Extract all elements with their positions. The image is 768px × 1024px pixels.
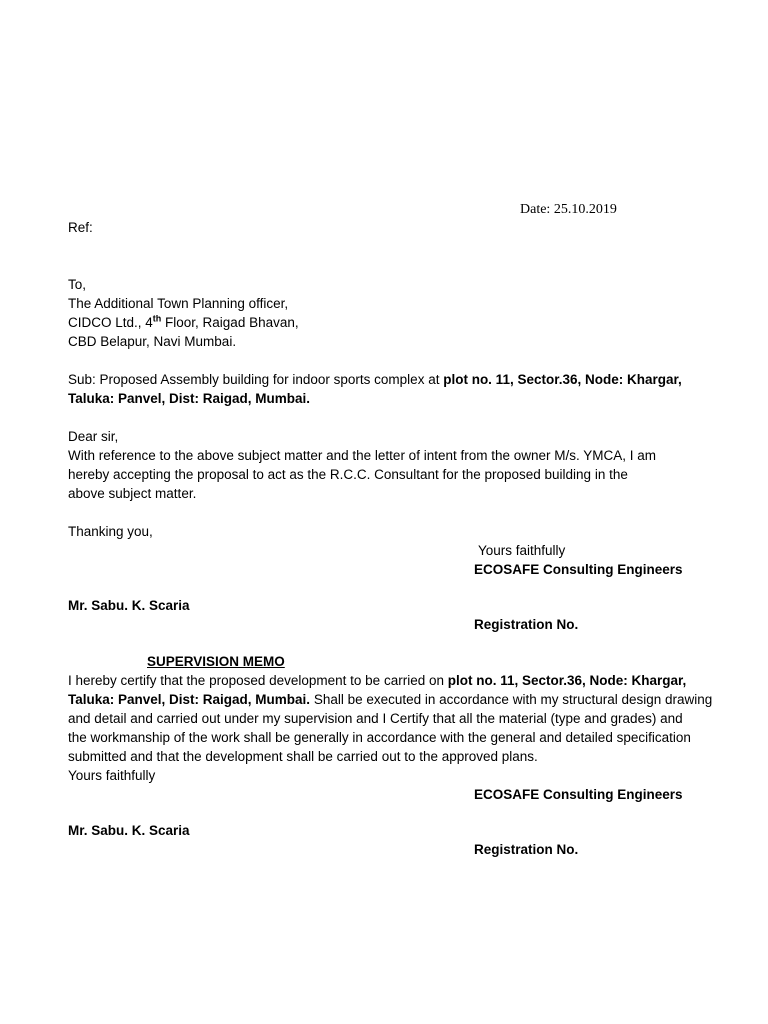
thanks-line: Thanking you, [68, 524, 153, 539]
memo-line-1-pre: I hereby certify that the proposed development to be carried on [68, 673, 448, 688]
memo-heading-text: SUPERVISION MEMO [147, 654, 285, 669]
memo-plot: plot no. 11, Sector.36, Node: Khargar, [447, 673, 687, 688]
ref-line: Ref: [68, 220, 93, 235]
letter-signatory [68, 597, 190, 615]
letter-body-line-2: hereby accepting the proposal to act as the R.C.C. Consultant for the proposed building in the [68, 467, 628, 482]
salutation: Dear sir, [68, 429, 119, 444]
letter-closing: Yours faithfully [478, 543, 566, 558]
memo-line-3: and detail and carried out under my supervision and I Certify that all the material (type and grades) and [68, 711, 683, 726]
memo-line-2 [68, 691, 712, 709]
subject-location: Taluka: Panvel, Dist: Raigad, Mumbai. [68, 391, 311, 406]
address-line-1: The Additional Town Planning officer, [68, 296, 289, 311]
memo-line-1 [68, 672, 686, 690]
address-ordinal: th [152, 313, 162, 324]
memo-registration-text: Registration No. [474, 842, 579, 857]
address-line-3: CBD Belapur, Navi Mumbai. [68, 334, 237, 349]
memo-line-2-post: Shall be executed in accordance with my structural design drawing [310, 692, 713, 707]
address-line-2-pre: CIDCO Ltd., 4 [68, 315, 153, 330]
address-line-2 [68, 314, 299, 332]
subject-line-2 [68, 390, 310, 408]
letter-signatory-text: Mr. Sabu. K. Scaria [68, 598, 190, 613]
subject-plot: plot no. 11, Sector.36, Node: Khargar, [443, 372, 682, 387]
memo-closing: Yours faithfully [68, 768, 156, 783]
letter-registration-text: Registration No. [474, 617, 579, 632]
memo-registration [474, 841, 578, 859]
memo-signatory-text: Mr. Sabu. K. Scaria [68, 823, 190, 838]
address-to: To, [68, 277, 87, 292]
memo-signatory [68, 822, 190, 840]
address-line-2-post: Floor, Raigad Bhavan, [161, 315, 299, 330]
memo-company [474, 786, 683, 804]
memo-company-text: ECOSAFE Consulting Engineers [474, 787, 683, 802]
letter-body-line-3: above subject matter. [68, 486, 197, 501]
memo-line-5: submitted and that the development shall be carried out to the approved plans. [68, 749, 538, 764]
letter-company-text: ECOSAFE Consulting Engineers [474, 562, 683, 577]
memo-heading [147, 653, 285, 671]
letter-body-line-1: With reference to the above subject matter and the letter of intent from the owner M/s. YMCA, I am [68, 448, 657, 463]
subject-prefix: Sub: Proposed Assembly building for indoor sports complex at [68, 372, 444, 387]
subject-line-1 [68, 371, 682, 389]
memo-line-4: the workmanship of the work shall be generally in accordance with the general and detailed specification [68, 730, 691, 745]
letter-registration [474, 616, 578, 634]
date-line: Date: 25.10.2019 [520, 202, 617, 217]
letter-company [474, 561, 683, 579]
memo-location: Taluka: Panvel, Dist: Raigad, Mumbai. [68, 692, 311, 707]
